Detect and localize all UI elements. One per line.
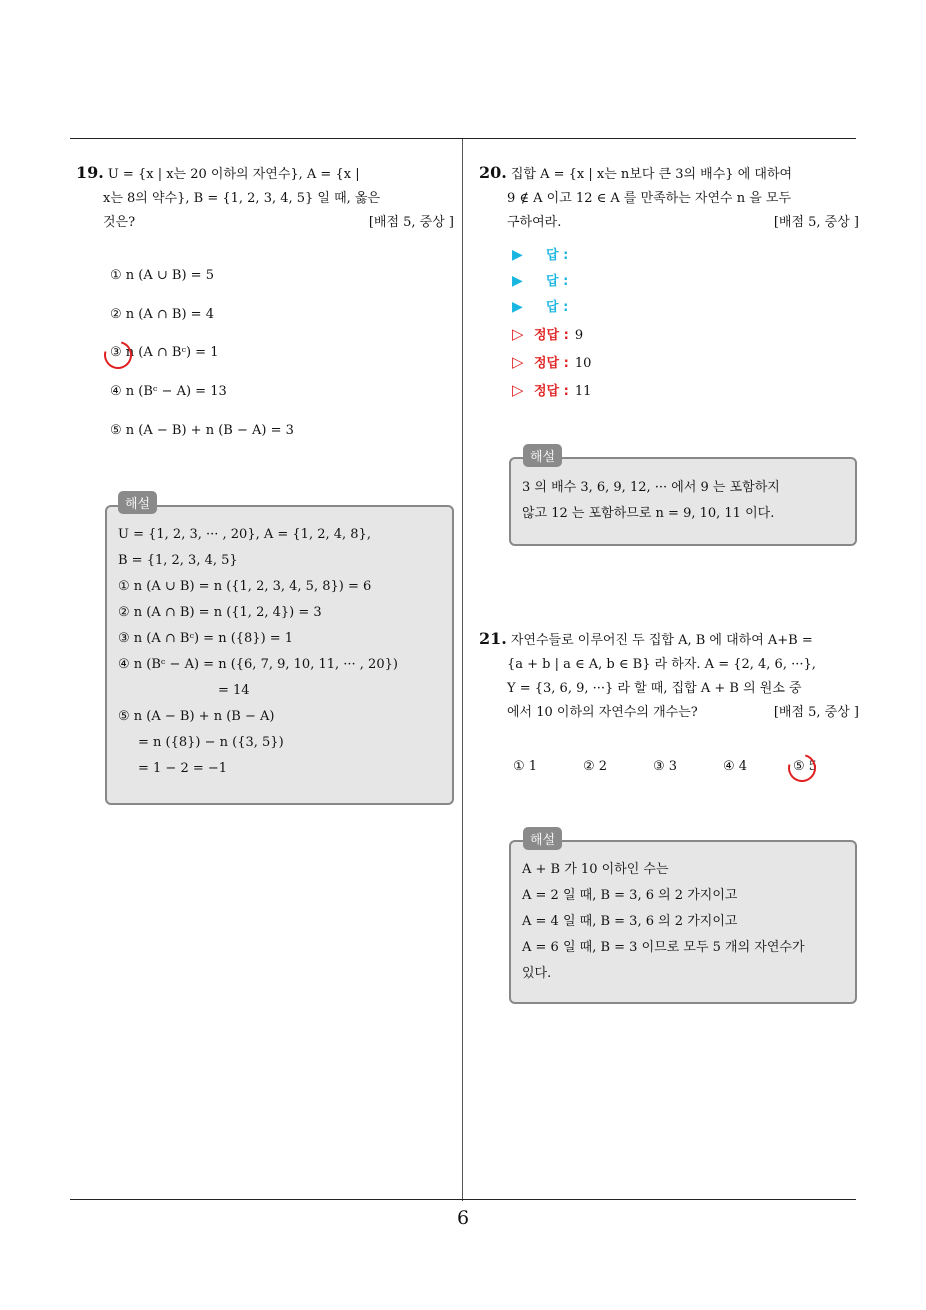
question-19-line-1: 19. U = {x | x는 20 이하의 자연수}, A = {x | [76,163,360,182]
question-20-number: 20. [479,163,507,182]
question-21-line-1: 21. 자연수들로 이루어진 두 집합 A, B 에 대하여 A+B = [479,629,813,648]
q21-answer-circle-mark [783,749,821,787]
question-19-line-2: x는 8의 약수}, B = {1, 2, 3, 4, 5} 일 때, 옳은 [103,191,381,206]
q20-correct-row-3: ▷ 정답 : 11 [512,381,592,399]
question-21-number: 21. [479,629,507,648]
question-21-line-3: Y = {3, 6, 9, ···} 라 할 때, 집합 A + B 의 원소 중 [507,681,802,696]
q20-answer-row-3[interactable]: ▶ 답 : [512,299,569,315]
play-icon: ▶ [512,273,523,289]
q20-answer-row-2[interactable]: ▶ 답 : [512,273,569,289]
play-icon: ▶ [512,247,523,263]
q20-correct-row-2: ▷ 정답 : 10 [512,353,592,371]
q19-answer-circle-mark [99,336,137,374]
question-19-number: 19. [76,163,104,182]
top-rule [70,138,856,139]
q20-solution-tag: 해설 [523,444,562,467]
q19-choice-1[interactable]: ① n (A ∪ B) = 5 [110,268,214,283]
q19-choice-4[interactable]: ④ n (Bᶜ − A) = 13 [110,384,227,399]
q20-answer-row-1[interactable]: ▶ 답 : [512,247,569,263]
question-21-line-4: 에서 10 이하의 자연수의 개수는? [배점 5, 중상 ] [479,701,859,725]
q19-choice-5[interactable]: ⑤ n (A − B) + n (B − A) = 3 [110,423,294,438]
triangle-outline-icon: ▷ [512,325,524,343]
q19-choice-2[interactable]: ② n (A ∩ B) = 4 [110,307,214,322]
question-21-line-2: {a + b | a ∈ A, b ∈ B} 라 하자. A = {2, 4, 6, ···}, [507,657,816,672]
q21-solution-tag: 해설 [523,827,562,850]
question-20 [479,161,859,235]
question-19-line-3: 것은? [배점 5, 중상 ] [76,211,454,235]
column-divider [462,139,463,1201]
q20-correct-row-1: ▷ 정답 : 9 [512,325,584,343]
question-20-line-1: 20. 집합 A = {x | x는 n보다 큰 3의 배수} 에 대하여 [479,163,793,182]
q20-solution-text: 3 의 배수 3, 6, 9, 12, ··· 에서 9 는 포함하지 않고 12 는 포함하므로 n = 9, 10, 11 이다. [522,480,780,521]
play-icon: ▶ [512,299,523,315]
page-number: 6 [456,1207,470,1229]
question-19-score: [배점 5, 중상 ] [368,215,454,230]
q19-solution-text: U = {1, 2, 3, ··· , 20}, A = {1, 2, 4, 8}, B = {1, 2, 3, 4, 5} ① n (A ∪ B) = n ({1, 2, 3, 4, 5, 8}) = 6 ② n (A ∩ B) = n ({1, 2, 4}) = 3 ③ n (A ∩ Bᶜ) = n ({8}) = 1 ④ n (Bᶜ − A) = n ({6, 7, 9, 10, 11, ··· , 20}) = 14 ⑤ n (A − B) + n (B − A) = n ({8}) − n ({3, 5}) = 1 − 2 = −1 [118,527,398,776]
question-21 [479,627,859,725]
q21-solution-text: A + B 가 10 이하인 수는 A = 2 일 때, B = 3, 6 의 2 가지이고 A = 4 일 때, B = 3, 6 의 2 가지이고 A = 6 일 때, B = 3 이므로 모두 5 개의 자연수가 있다. [522,862,805,981]
question-19 [76,161,454,235]
bottom-rule [70,1199,856,1200]
q21-choice-5[interactable]: ⑤ 5 [793,759,818,774]
question-21-score: [배점 5, 중상 ] [773,705,859,720]
q21-choice-3[interactable]: ③ 3 [653,759,678,774]
q19-choice-3[interactable]: ③ n (A ∩ Bᶜ) = 1 [110,345,219,360]
question-20-line-2: 9 ∉ A 이고 12 ∈ A 를 만족하는 자연수 n 을 모두 [507,191,792,206]
q19-solution-tag: 해설 [118,491,157,514]
triangle-outline-icon: ▷ [512,353,524,371]
question-20-score: [배점 5, 중상 ] [773,215,859,230]
q21-choice-1[interactable]: ① 1 [513,759,538,774]
q21-choice-4[interactable]: ④ 4 [723,759,748,774]
triangle-outline-icon: ▷ [512,381,524,399]
question-20-line-3: 구하여라. [배점 5, 중상 ] [479,211,859,235]
q21-choice-2[interactable]: ② 2 [583,759,608,774]
